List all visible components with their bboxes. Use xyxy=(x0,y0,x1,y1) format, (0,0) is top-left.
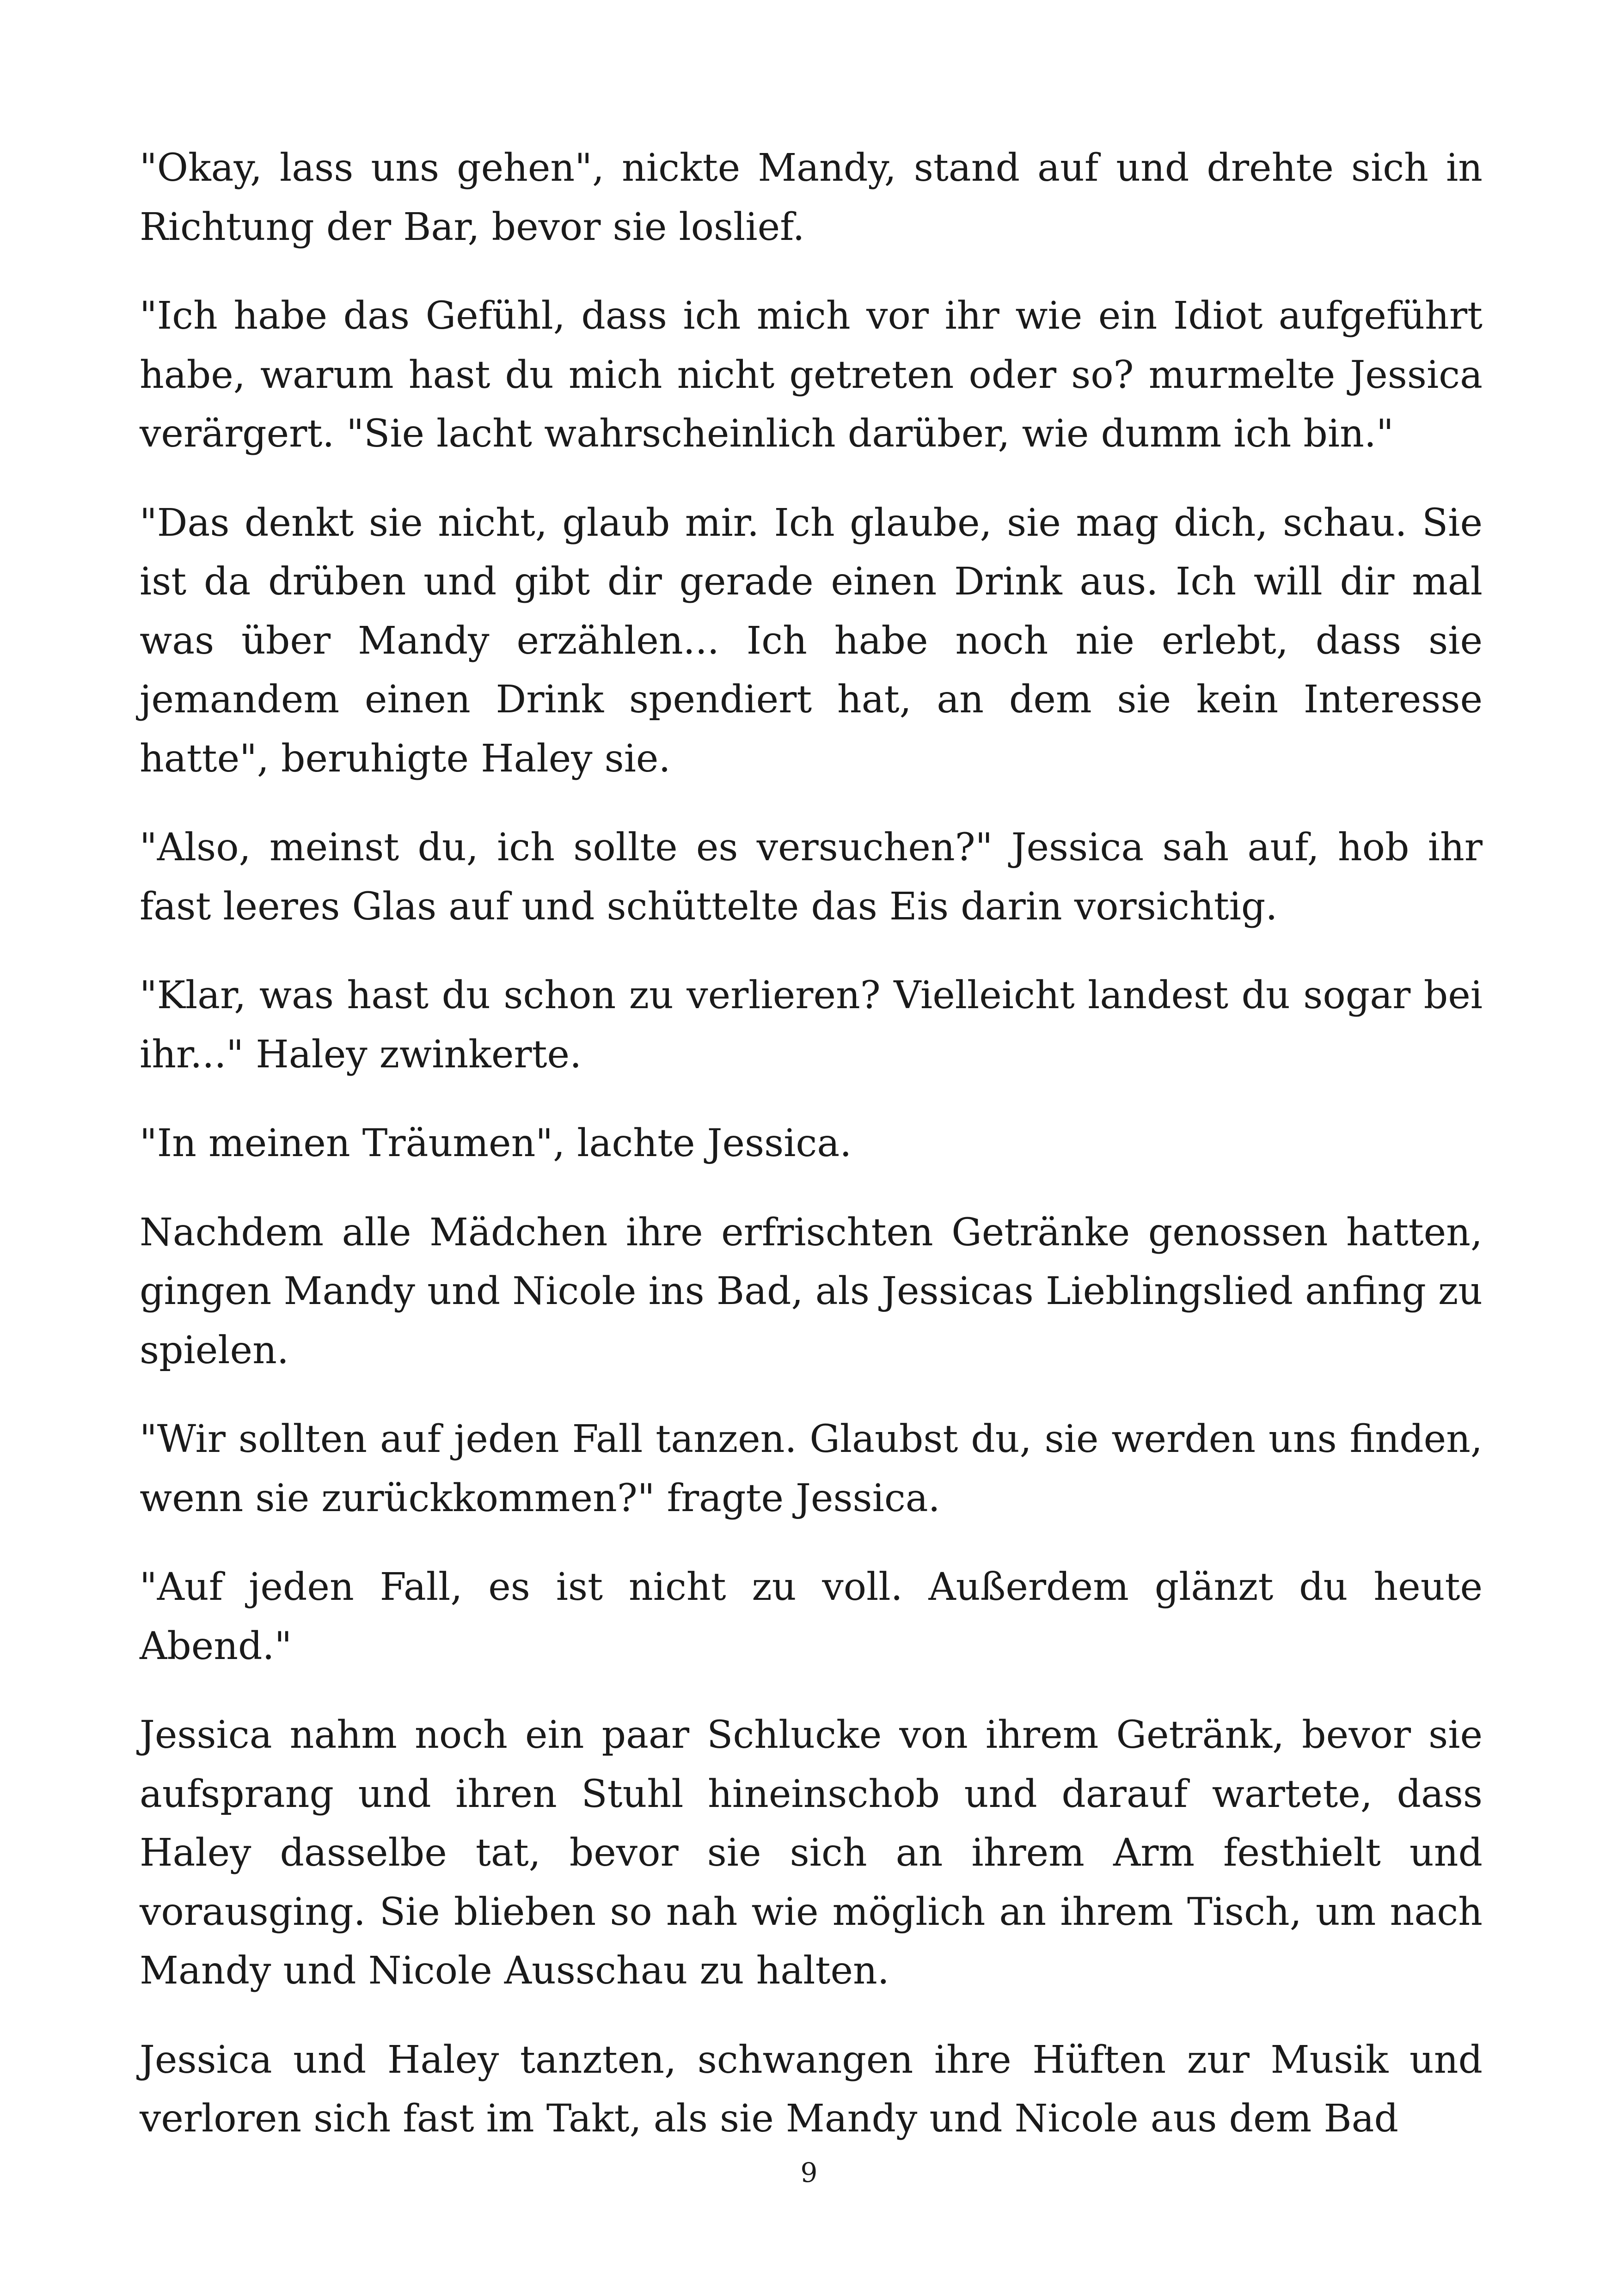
paragraph: "Also, meinst du, ich sollte es versuchen?" Jessica sah auf, hob ihr fast leeres Glas auf und schüttelte das Eis darin vorsichtig. xyxy=(140,826,1483,929)
paragraph: "Das denkt sie nicht, glaub mir. Ich glaube, sie mag dich, schau. Sie ist da drüben und gibt dir gerade einen Drink aus. Ich will dir mal was über Mandy erzählen... Ich habe noch nie erlebt, dass sie jemandem einen Drink spendiert hat, an dem sie kein Interesse hatte", beruhigte Haley sie. xyxy=(140,501,1483,781)
paragraph: "In meinen Träumen", lachte Jessica. xyxy=(140,1121,852,1165)
paragraph: Nachdem alle Mädchen ihre erfrischten Getränke genossen hatten, gingen Mandy und Nicole ins Bad, als Jessicas Lieblingslied anfing zu spielen. xyxy=(140,1210,1483,1372)
paragraph: "Wir sollten auf jeden Fall tanzen. Glaubst du, sie werden uns finden, wenn sie zurückkommen?" fragte Jessica. xyxy=(140,1417,1483,1520)
paragraph: "Klar, was hast du schon zu verlieren? Vielleicht landest du sogar bei ihr..." Haley zwinkerte. xyxy=(140,974,1483,1077)
paragraph: "Ich habe das Gefühl, dass ich mich vor ihr wie ein Idiot aufgeführt habe, warum hast du mich nicht getreten oder so? murmelte Jessica verärgert. "Sie lacht wahrscheinlich darüber, wie dumm ich bin." xyxy=(140,294,1483,456)
page-number: 9 xyxy=(800,2157,818,2188)
paragraph: Jessica und Haley tanzten, schwangen ihre Hüften zur Musik und verloren sich fast im Takt, als sie Mandy und Nicole aus dem Bad xyxy=(140,2038,1483,2141)
paragraph: Jessica nahm noch ein paar Schlucke von ihrem Getränk, bevor sie aufsprang und ihren Stuhl hineinschob und darauf wartete, dass Haley dasselbe tat, bevor sie sich an ihrem Arm festhielt und vorausging. Sie blieben so nah wie möglich an ihrem Tisch, um nach Mandy und Nicole Ausschau zu halten. xyxy=(140,1713,1483,1993)
body-text xyxy=(140,139,1483,2179)
paragraph: "Auf jeden Fall, es ist nicht zu voll. Außerdem glänzt du heute Abend." xyxy=(140,1565,1483,1668)
paragraph: "Okay, lass uns gehen", nickte Mandy, stand auf und drehte sich in Richtung der Bar, bevor sie loslief. xyxy=(140,146,1483,249)
